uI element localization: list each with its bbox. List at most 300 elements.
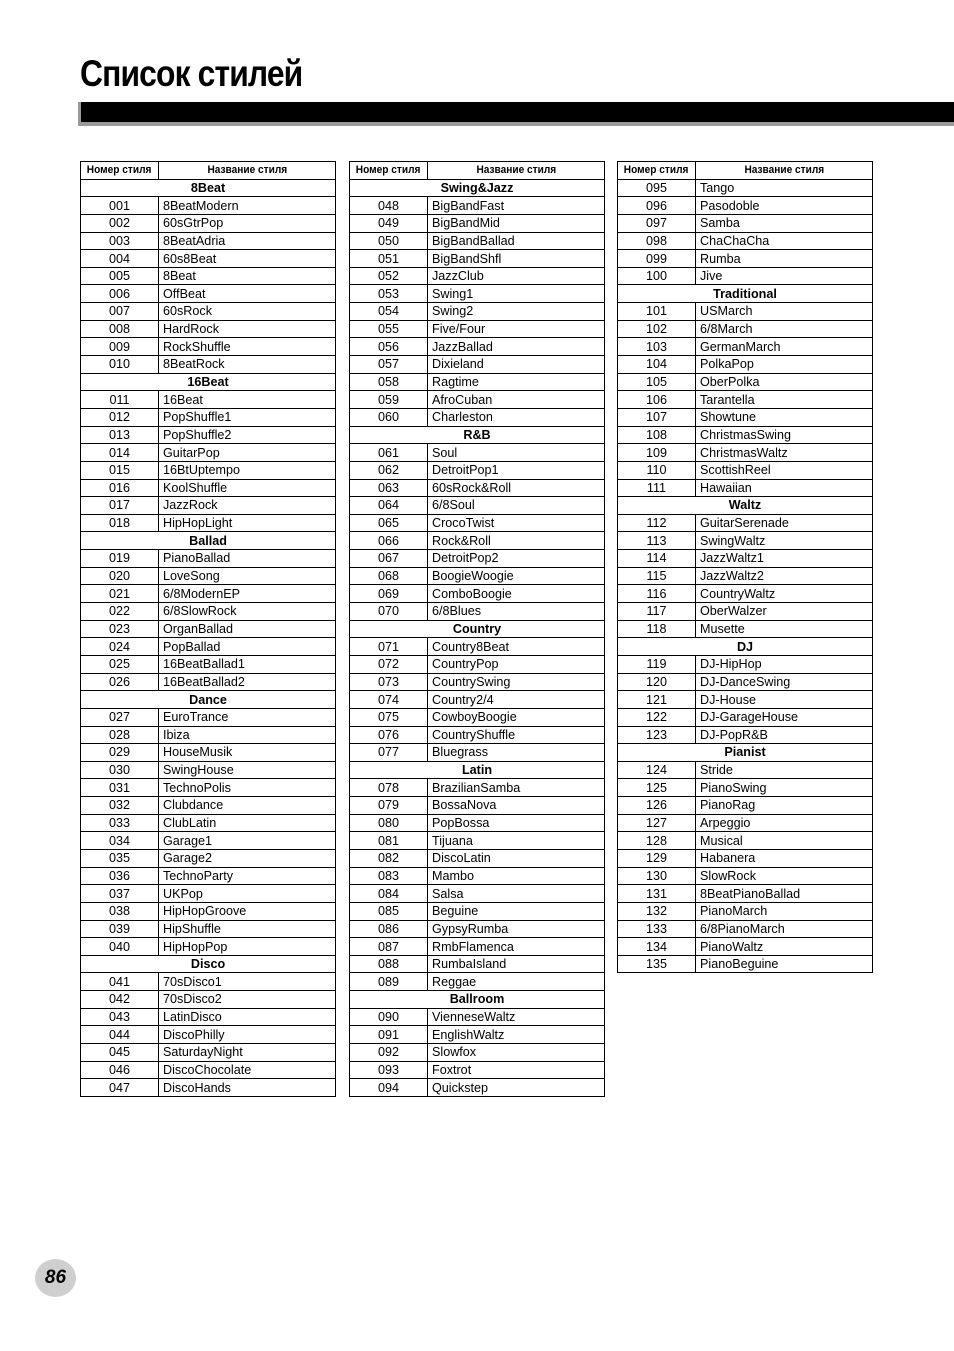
table-row [81,1026,336,1044]
table-row [350,1008,605,1026]
style-name: CrocoTwist [428,514,605,532]
table-row [618,955,873,973]
style-number: 090 [350,1008,428,1026]
style-name: HipShuffle [159,920,336,938]
table-row [618,461,873,479]
table-row [350,1026,605,1044]
style-number: 119 [618,655,696,673]
style-name: 16BeatBallad1 [159,655,336,673]
table-row [350,585,605,603]
table-row [618,832,873,850]
style-name: DiscoHands [159,1079,336,1097]
style-number: 118 [618,620,696,638]
style-name: Swing2 [428,303,605,321]
style-number: 129 [618,849,696,867]
style-number: 098 [618,232,696,250]
style-number: 027 [81,708,159,726]
style-number: 069 [350,585,428,603]
table-row [81,603,336,621]
table-row [81,1008,336,1026]
style-name: LoveSong [159,567,336,585]
style-number: 034 [81,832,159,850]
style-name: BossaNova [428,797,605,815]
style-name: Beguine [428,902,605,920]
table-row [81,197,336,215]
group-header-row [81,179,336,197]
style-name: OrganBallad [159,620,336,638]
style-name: JazzWaltz1 [696,550,873,568]
style-name: Ragtime [428,373,605,391]
style-name: Showtune [696,408,873,426]
style-name: 6/8ModernEP [159,585,336,603]
table-row [81,232,336,250]
table-row [618,603,873,621]
style-number: 057 [350,356,428,374]
table-row [618,920,873,938]
table-row [618,655,873,673]
table-row [81,1079,336,1097]
group-header-row [618,497,873,515]
table-row [350,1061,605,1079]
style-name: AfroCuban [428,391,605,409]
header-number: Номер стиля [618,162,696,180]
style-number: 028 [81,726,159,744]
style-number: 044 [81,1026,159,1044]
style-name: SwingWaltz [696,532,873,550]
style-name: Musette [696,620,873,638]
style-number: 066 [350,532,428,550]
table-row [618,885,873,903]
style-name: Tango [696,179,873,197]
style-number: 071 [350,638,428,656]
table-row [350,779,605,797]
style-name: Quickstep [428,1079,605,1097]
style-name: BigBandMid [428,214,605,232]
table-row [350,285,605,303]
table-row [81,214,336,232]
table-row [81,338,336,356]
style-number: 014 [81,444,159,462]
style-number: 063 [350,479,428,497]
style-table-1 [80,161,336,1097]
table-row [618,567,873,585]
style-number: 080 [350,814,428,832]
style-name: Country2/4 [428,691,605,709]
style-name: CountryWaltz [696,585,873,603]
style-name: OberWalzer [696,603,873,621]
group-header: Traditional [618,285,873,303]
style-number: 061 [350,444,428,462]
style-number: 109 [618,444,696,462]
style-name: PolkaPop [696,356,873,374]
table-row [81,832,336,850]
style-number: 060 [350,408,428,426]
group-header: R&B [350,426,605,444]
table-row [81,426,336,444]
style-name: PianoSwing [696,779,873,797]
style-name: HardRock [159,320,336,338]
page-title: Список стилей [80,53,303,94]
style-name: Pasodoble [696,197,873,215]
table-row [81,655,336,673]
table-row [618,514,873,532]
style-number: 131 [618,885,696,903]
table-row [618,673,873,691]
style-number: 021 [81,585,159,603]
table-row [350,338,605,356]
table-row [81,1061,336,1079]
style-name: GuitarSerenade [696,514,873,532]
style-number: 072 [350,655,428,673]
page-number: 86 [44,1267,67,1288]
style-number: 022 [81,603,159,621]
table-row [350,708,605,726]
group-header-row [81,532,336,550]
style-name: PopShuffle2 [159,426,336,444]
group-header-row [350,761,605,779]
table-row [618,197,873,215]
style-number: 035 [81,849,159,867]
style-name: Soul [428,444,605,462]
style-number: 106 [618,391,696,409]
style-name: 8BeatModern [159,197,336,215]
table-row [618,797,873,815]
style-name: SaturdayNight [159,1044,336,1062]
group-header-row [618,638,873,656]
style-number: 081 [350,832,428,850]
style-number: 056 [350,338,428,356]
table-row [618,902,873,920]
group-header-row [618,744,873,762]
style-name: RumbaIsland [428,955,605,973]
style-number: 005 [81,267,159,285]
table-row [350,744,605,762]
style-name: PianoRag [696,797,873,815]
style-name: Tarantella [696,391,873,409]
table-row [81,550,336,568]
style-number: 100 [618,267,696,285]
table-row [350,938,605,956]
style-name: BoogieWoogie [428,567,605,585]
style-name: OberPolka [696,373,873,391]
style-number: 062 [350,461,428,479]
style-name: GermanMarch [696,338,873,356]
style-number: 086 [350,920,428,938]
style-number: 126 [618,797,696,815]
style-number: 050 [350,232,428,250]
style-name: JazzWaltz2 [696,567,873,585]
style-name: DJ-House [696,691,873,709]
style-number: 120 [618,673,696,691]
table-row [618,214,873,232]
style-number: 089 [350,973,428,991]
table-row [81,285,336,303]
style-number: 001 [81,197,159,215]
style-number: 006 [81,285,159,303]
style-number: 049 [350,214,428,232]
style-number: 039 [81,920,159,938]
style-name: 8Beat [159,267,336,285]
table-row [350,303,605,321]
style-number: 099 [618,250,696,268]
table-row [81,444,336,462]
style-number: 013 [81,426,159,444]
table-row [350,479,605,497]
style-name: 6/8Blues [428,603,605,621]
style-name: HipHopLight [159,514,336,532]
table-row [350,1044,605,1062]
style-name: DiscoChocolate [159,1061,336,1079]
style-number: 037 [81,885,159,903]
style-number: 002 [81,214,159,232]
table-row [81,320,336,338]
style-number: 043 [81,1008,159,1026]
table-row [81,514,336,532]
table-row [81,991,336,1009]
table-row [618,779,873,797]
style-name: ChristmasSwing [696,426,873,444]
style-name: USMarch [696,303,873,321]
style-name: ClubLatin [159,814,336,832]
style-number: 047 [81,1079,159,1097]
table-row [618,444,873,462]
style-number: 073 [350,673,428,691]
style-number: 041 [81,973,159,991]
table-row [350,267,605,285]
style-number: 070 [350,603,428,621]
style-number: 107 [618,408,696,426]
style-name: Rumba [696,250,873,268]
group-header: 8Beat [81,179,336,197]
group-header: Waltz [618,497,873,515]
style-number: 082 [350,849,428,867]
style-name: Jive [696,267,873,285]
style-number: 038 [81,902,159,920]
table-row [618,867,873,885]
table-row [618,691,873,709]
style-name: Tijuana [428,832,605,850]
style-number: 122 [618,708,696,726]
style-number: 026 [81,673,159,691]
style-number: 079 [350,797,428,815]
table-row [350,726,605,744]
style-name: CowboyBoogie [428,708,605,726]
group-header: Latin [350,761,605,779]
style-name: 8BeatPianoBallad [696,885,873,903]
style-number: 004 [81,250,159,268]
style-name: 60sRock [159,303,336,321]
table-row [350,567,605,585]
table-row [81,408,336,426]
table-row [350,550,605,568]
style-name: Rock&Roll [428,532,605,550]
table-row [81,620,336,638]
header-name: Название стиля [159,162,336,180]
table-row [618,620,873,638]
style-number: 076 [350,726,428,744]
style-number: 113 [618,532,696,550]
style-number: 083 [350,867,428,885]
group-header-row [350,991,605,1009]
style-number: 088 [350,955,428,973]
style-name: 8BeatAdria [159,232,336,250]
style-name: 70sDisco2 [159,991,336,1009]
table-row [81,973,336,991]
table-row [350,691,605,709]
style-name: TechnoParty [159,867,336,885]
table-row [81,902,336,920]
style-number: 123 [618,726,696,744]
table-row [350,902,605,920]
header-number: Номер стиля [81,162,159,180]
table-row [81,708,336,726]
style-number: 135 [618,955,696,973]
table-header-row [618,162,873,180]
style-table-2 [349,161,605,1097]
table-row [618,408,873,426]
style-name: Foxtrot [428,1061,605,1079]
style-name: DetroitPop1 [428,461,605,479]
style-name: 60s8Beat [159,250,336,268]
table-row [618,479,873,497]
table-row [81,726,336,744]
table-row [350,955,605,973]
table-row [81,673,336,691]
style-number: 127 [618,814,696,832]
table-row [81,885,336,903]
style-number: 111 [618,479,696,497]
style-number: 016 [81,479,159,497]
style-name: PopBossa [428,814,605,832]
group-header: Ballroom [350,991,605,1009]
page-number-badge [35,1259,76,1297]
style-name: PopBallad [159,638,336,656]
group-header: Disco [81,955,336,973]
style-name: DJ-DanceSwing [696,673,873,691]
table-row [81,920,336,938]
style-number: 058 [350,373,428,391]
table-row [350,408,605,426]
style-number: 054 [350,303,428,321]
table-row [350,849,605,867]
style-number: 008 [81,320,159,338]
style-number: 133 [618,920,696,938]
table-row [350,214,605,232]
table-row [350,461,605,479]
table-row [618,814,873,832]
style-number: 020 [81,567,159,585]
style-name: SwingHouse [159,761,336,779]
table-row [618,426,873,444]
table-row [618,391,873,409]
style-number: 036 [81,867,159,885]
group-header: 16Beat [81,373,336,391]
style-number: 032 [81,797,159,815]
style-number: 104 [618,356,696,374]
style-name: RmbFlamenca [428,938,605,956]
table-row [81,585,336,603]
table-row [350,603,605,621]
style-name: PopShuffle1 [159,408,336,426]
style-number: 125 [618,779,696,797]
group-header-row [350,620,605,638]
table-row [350,497,605,515]
group-header: Country [350,620,605,638]
table-row [81,567,336,585]
style-number: 117 [618,603,696,621]
table-row [350,973,605,991]
style-number: 085 [350,902,428,920]
style-name: ComboBoogie [428,585,605,603]
style-name: CountrySwing [428,673,605,691]
table-row [350,638,605,656]
style-name: Dixieland [428,356,605,374]
style-name: ChaChaCha [696,232,873,250]
table-row [350,514,605,532]
style-number: 103 [618,338,696,356]
style-number: 009 [81,338,159,356]
style-number: 042 [81,991,159,1009]
table-row [618,726,873,744]
table-row [81,479,336,497]
table-row [618,250,873,268]
table-row [81,779,336,797]
style-number: 078 [350,779,428,797]
style-number: 023 [81,620,159,638]
style-name: DJ-PopR&B [696,726,873,744]
table-row [81,267,336,285]
style-number: 134 [618,938,696,956]
table-row [618,267,873,285]
header-name: Название стиля [696,162,873,180]
table-row [81,638,336,656]
style-name: RockShuffle [159,338,336,356]
style-name: Samba [696,214,873,232]
table-row [350,1079,605,1097]
table-row [350,356,605,374]
style-number: 108 [618,426,696,444]
title-bar [78,102,954,126]
style-number: 051 [350,250,428,268]
style-table-3 [617,161,873,973]
style-name: Country8Beat [428,638,605,656]
style-name: OffBeat [159,285,336,303]
style-name: Ibiza [159,726,336,744]
style-number: 045 [81,1044,159,1062]
style-number: 128 [618,832,696,850]
style-number: 121 [618,691,696,709]
style-name: VienneseWaltz [428,1008,605,1026]
table-row [618,938,873,956]
table-row [81,761,336,779]
style-name: GuitarPop [159,444,336,462]
style-name: JazzClub [428,267,605,285]
style-name: 6/8March [696,320,873,338]
style-number: 114 [618,550,696,568]
table-row [81,1044,336,1062]
group-header-row [350,426,605,444]
style-name: TechnoPolis [159,779,336,797]
group-header: Pianist [618,744,873,762]
style-name: 6/8SlowRock [159,603,336,621]
style-number: 096 [618,197,696,215]
style-number: 064 [350,497,428,515]
style-number: 091 [350,1026,428,1044]
table-row [618,179,873,197]
table-row [350,920,605,938]
style-name: 6/8Soul [428,497,605,515]
table-row [350,867,605,885]
